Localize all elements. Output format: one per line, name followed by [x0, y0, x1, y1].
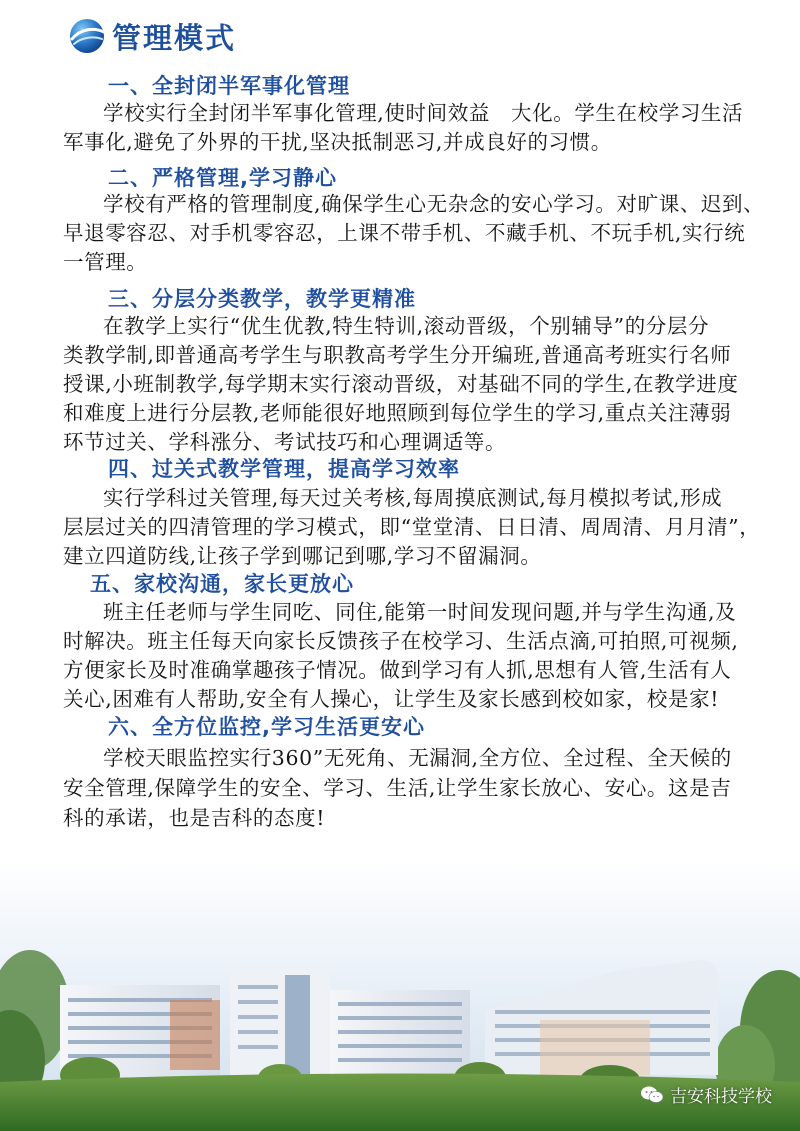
section-1-line-2: 军事化,避免了外界的干扰,坚决抵制恶习,并成良好的习惯。	[63, 130, 612, 154]
section-6-line-1: 学校天眼监控实行360”无死角、无漏洞,全方位、全过程、全天候的	[103, 746, 732, 770]
section-3-line-5: 环节过关、学科涨分、考试技巧和心理调适等。	[63, 430, 507, 454]
section-2-line-2: 早退零容忍、对手机零容忍，上课不带手机、不藏手机、不玩手机,实行统	[63, 221, 746, 245]
watermark	[640, 1082, 772, 1107]
section-4-line-2: 层层过关的四清管理的学习模式，即“堂堂清、日日清、周周清、月月清”，	[63, 515, 761, 539]
section-5-line-1: 班主任老师与学生同吃、同住,能第一时间发现问题,并与学生沟通,及	[103, 600, 737, 624]
section-5-line-2: 时解决。班主任每天向家长反馈孩子在校学习、生活点滴,可拍照,可视频,	[63, 629, 739, 653]
section-3-line-3: 授课,小班制教学,每学期末实行滚动晋级，对基础不同的学生,在教学进度	[63, 372, 739, 396]
section-6-line-2: 安全管理,保障学生的安全、学习、生活,让学生家长放心、安心。这是吉	[63, 776, 732, 800]
section-1-line-1: 学校实行全封闭半军事化管理,使时间效益 大化。学生在校学习生活	[103, 101, 744, 125]
section-5-line-4: 关心,困难有人帮助,安全有人操心，让学生及家长感到校如家，校是家!	[63, 687, 720, 711]
section-3-line-2: 类教学制,即普通高考学生与职教高考学生分开编班,普通高考班实行名师	[63, 343, 732, 367]
page-header	[66, 14, 236, 58]
section-4-line-1: 实行学科过关管理,每天过关考核,每周摸底测试,每月模拟考试,形成	[103, 486, 723, 510]
section-heading-3: 三、分层分类教学，教学更精准	[108, 287, 416, 311]
campus-buildings-image	[0, 860, 800, 1131]
section-heading-4: 四、过关式教学管理，提高学习效率	[108, 457, 460, 481]
section-5-line-3: 方便家长及时准确掌趣孩子情况。做到学习有人抓,思想有人管,生活有人	[63, 658, 732, 682]
section-4-line-3: 建立四道防线,让孩子学到哪记到哪,学习不留漏洞。	[63, 544, 542, 568]
wechat-icon	[640, 1085, 664, 1105]
section-2-line-1: 学校有严格的管理制度,确保学生心无杂念的安心学习。对旷课、迟到、	[103, 192, 765, 216]
section-3-line-1: 在教学上实行“优生优教,特生特训,滚动晋级，个别辅导”的分层分	[103, 314, 710, 338]
section-heading-1: 一、全封闭半军事化管理	[108, 74, 350, 98]
section-6-line-3: 科的承诺，也是吉科的态度!	[63, 806, 326, 830]
watermark-text: 吉安科技学校	[670, 1087, 772, 1107]
section-heading-5: 五、家校沟通，家长更放心	[90, 572, 354, 596]
globe-logo-icon	[66, 15, 108, 57]
section-heading-2: 二、严格管理,学习静心	[108, 166, 337, 190]
section-heading-6: 六、全方位监控,学习生活更安心	[108, 715, 425, 739]
section-3-line-4: 和难度上进行分层教,老师能很好地照顾到每位学生的学习,重点关注薄弱	[63, 401, 732, 425]
section-2-line-3: 一管理。	[63, 250, 148, 274]
page-title: 管理模式	[112, 20, 237, 55]
